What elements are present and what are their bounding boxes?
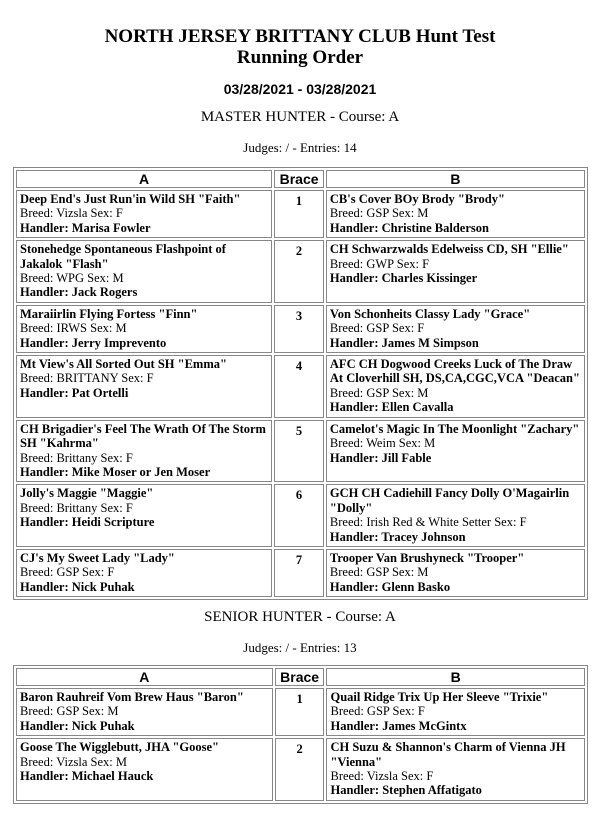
entry-b-cell — [326, 240, 585, 303]
entry-a-cell — [16, 355, 272, 418]
dog-name: CH Schwarzwalds Edelweiss CD, SH "Ellie" — [329, 242, 569, 257]
dog-name: Camelot's Magic In The Moonlight "Zachary" — [329, 421, 580, 436]
breed-sex: Breed: WPG Sex: M — [20, 271, 124, 286]
entry-b-cell — [326, 355, 585, 418]
dog-name: CH Suzu & Shannon's Charm of Vienna JH "Vienna" — [330, 740, 566, 769]
entry-b-cell — [326, 190, 585, 238]
dog-name: Trooper Van Brushyneck "Trooper" — [329, 550, 525, 565]
dog-name: CB's Cover BOy Brody "Brody" — [329, 192, 505, 206]
handler: Handler: Stephen Affatigato — [330, 783, 482, 798]
dog-name: Quail Ridge Trix Up Her Sleeve "Trixie" — [330, 690, 549, 704]
breed-sex: Breed: Brittany Sex: F — [20, 500, 133, 515]
column-header-brace: Brace — [274, 170, 324, 188]
handler: Handler: Heidi Scripture — [20, 515, 155, 530]
breed-sex: Breed: GSP Sex: M — [329, 385, 429, 400]
dog-name: CH Brigadier's Feel The Wrath Of The Storm SH "Kahrma" — [20, 421, 266, 451]
handler: Handler: Charles Kissinger — [329, 271, 478, 286]
breed-sex: Breed: Vizsla Sex: M — [20, 754, 127, 769]
handler: Handler: Pat Ortelli — [20, 385, 129, 400]
dog-name: Mt View's All Sorted Out SH "Emma" — [20, 357, 227, 372]
dog-name: AFC CH Dogwood Creeks Luck of The Draw At Cloverhill SH, DS,CA,CGC,VCA "Deacan" — [329, 357, 580, 386]
handler: Handler: Nick Puhak — [20, 579, 135, 594]
entry-a-cell — [16, 688, 273, 736]
brace-number: 3 — [274, 305, 324, 353]
judges-entries-master: Judges: / - Entries: 14 — [243, 140, 357, 155]
stake-title-senior: SENIOR HUNTER - Course: A — [204, 609, 396, 625]
table-row — [16, 688, 585, 736]
dog-name: Jolly's Maggie "Maggie" — [20, 486, 154, 501]
table-row — [16, 240, 585, 303]
entry-b-cell — [326, 738, 585, 801]
handler: Handler: Tracey Johnson — [329, 529, 466, 544]
table-row — [16, 738, 585, 801]
table-row — [16, 549, 585, 597]
column-header-b: B — [326, 668, 585, 686]
handler: Handler: Michael Hauck — [20, 769, 154, 784]
entry-b-cell — [326, 305, 585, 353]
column-header-a: A — [16, 170, 272, 188]
handler: Handler: Marisa Fowler — [20, 220, 151, 235]
dog-name: GCH CH Cadiehill Fancy Dolly O'Magairlin "Dolly" — [329, 486, 570, 515]
entry-b-cell — [326, 688, 585, 736]
dog-name: Von Schonheits Classy Lady "Grace" — [329, 306, 531, 321]
column-header-a: A — [16, 668, 273, 686]
brace-number: 7 — [274, 549, 324, 597]
breed-sex: Breed: GSP Sex: F — [20, 565, 115, 580]
entry-a-cell — [16, 190, 272, 238]
handler: Handler: Ellen Cavalla — [329, 400, 454, 415]
column-header-brace: Brace — [275, 668, 325, 686]
entry-b-cell — [326, 420, 585, 483]
handler: Handler: Jack Rogers — [20, 285, 138, 300]
breed-sex: Breed: GSP Sex: F — [329, 321, 425, 336]
dog-name: CJ's My Sweet Lady "Lady" — [20, 550, 175, 565]
brace-number: 4 — [274, 355, 324, 418]
stake-title-master: MASTER HUNTER - Course: A — [200, 109, 400, 125]
entry-a-cell — [16, 420, 272, 483]
handler: Handler: Nick Puhak — [20, 718, 135, 733]
brace-number: 5 — [274, 420, 324, 483]
running-order-table-senior — [13, 665, 588, 804]
breed-sex: Breed: Brittany Sex: F — [20, 450, 133, 465]
entry-a-cell — [16, 738, 273, 801]
table-header-row — [16, 668, 585, 686]
entry-a-cell — [16, 240, 272, 303]
handler: Handler: Christine Balderson — [329, 220, 489, 235]
entry-a-cell — [16, 305, 272, 353]
entry-b-cell — [326, 549, 585, 597]
breed-sex: Breed: BRITTANY Sex: F — [20, 371, 154, 386]
dog-name: Stonehedge Spontaneous Flashpoint of Jakalok "Flash" — [20, 242, 226, 271]
entry-b-cell — [326, 484, 585, 547]
breed-sex: Breed: Irish Red & White Setter Sex: F — [329, 515, 527, 530]
dog-name: Baron Rauhreif Vom Brew Haus "Baron" — [20, 690, 244, 704]
breed-sex: Breed: GSP Sex: M — [329, 206, 429, 221]
event-dates: 03/28/2021 - 03/28/2021 — [223, 81, 377, 97]
table-row — [16, 355, 585, 418]
table-body — [16, 688, 585, 801]
breed-sex: Breed: GSP Sex: M — [20, 704, 119, 719]
breed-sex: Breed: Vizsla Sex: F — [20, 206, 123, 221]
page-title: NORTH JERSEY BRITTANY CLUB Hunt Test — [104, 26, 496, 47]
brace-number: 1 — [275, 688, 325, 736]
brace-number: 1 — [274, 190, 324, 238]
handler: Handler: Glenn Basko — [329, 579, 451, 594]
table-row — [16, 305, 585, 353]
breed-sex: Breed: GWP Sex: F — [329, 256, 430, 271]
column-header-b: B — [326, 170, 585, 188]
table-body — [16, 190, 585, 597]
table-header-row — [16, 170, 585, 188]
handler: Handler: James McGintx — [330, 718, 467, 733]
table-row — [16, 420, 585, 483]
dog-name: Goose The Wigglebutt, JHA "Goose" — [20, 740, 219, 755]
brace-number: 2 — [275, 738, 325, 801]
dog-name: Deep End's Just Run'in Wild SH "Faith" — [20, 192, 241, 206]
entry-a-cell — [16, 549, 272, 597]
table-row — [16, 484, 585, 547]
judges-entries-senior: Judges: / - Entries: 13 — [243, 640, 357, 655]
handler: Handler: Jerry Imprevento — [20, 335, 167, 350]
breed-sex: Breed: GSP Sex: M — [329, 565, 429, 580]
entry-a-cell — [16, 484, 272, 547]
dog-name: Maraiirlin Flying Fortess "Finn" — [20, 306, 198, 321]
breed-sex: Breed: IRWS Sex: M — [20, 321, 127, 336]
breed-sex: Breed: GSP Sex: F — [330, 704, 425, 719]
brace-number: 6 — [274, 484, 324, 547]
breed-sex: Breed: Vizsla Sex: F — [330, 769, 434, 784]
breed-sex: Breed: Weim Sex: M — [329, 436, 436, 451]
page-subtitle: Running Order — [236, 47, 364, 68]
running-order-table-master — [13, 167, 588, 600]
handler: Handler: Mike Moser or Jen Moser — [20, 464, 211, 479]
handler: Handler: James M Simpson — [329, 335, 479, 350]
handler: Handler: Jill Fable — [329, 450, 432, 465]
brace-number: 2 — [274, 240, 324, 303]
table-row — [16, 190, 585, 238]
